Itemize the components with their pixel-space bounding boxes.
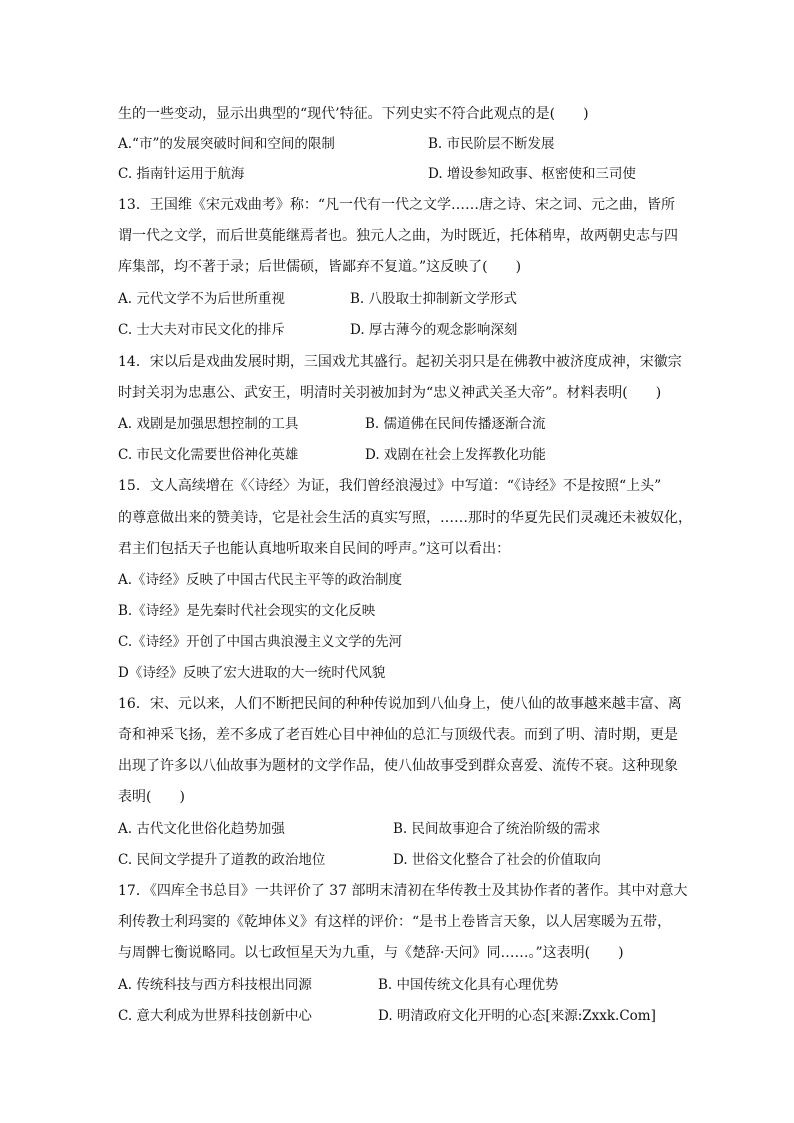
q15-option-d: D《诗经》反映了宏大进取的大一统时代风貌 <box>118 665 386 681</box>
q16-option-c: C. 民间文学提升了道教的政治地位 <box>118 852 326 868</box>
q17-option-c: C. 意大利成为世界科技创新中心 <box>118 1008 312 1024</box>
q15-stem-line-1: 15．文人高续增在《〈诗经〉为证，我们曾经浪漫过》中写道：“《诗经》不是按照“上头” <box>118 478 662 494</box>
q12-option-b: B. 市民阶层不断发展 <box>428 136 555 152</box>
q15-option-a: A.《诗经》反映了中国古代民主平等的政治制度 <box>118 572 403 588</box>
q17-stem-line-3: 与周髀七衡说略同。以七政恒星天为九重，与《楚辞·天问》同……。”这表明( ) <box>118 945 624 961</box>
q15-stem-line-2: 的尊意做出来的赞美诗，它是社会生活的真实写照，……那时的华夏先民们灵魂还未被奴化， <box>118 510 692 526</box>
q14-option-a: A. 戏剧是加强思想控制的工具 <box>118 416 299 432</box>
q16-stem-line-4: 表明( ) <box>118 789 185 805</box>
q14-option-c: C. 市民文化需要世俗神化英雄 <box>118 447 299 463</box>
q12-option-a: A.“市”的发展突破时间和空间的限制 <box>118 136 335 152</box>
q16-stem-line-3: 出现了许多以八仙故事为题材的文学作品，使八仙故事受到群众喜爱、流传不衰。这种现象 <box>118 758 678 774</box>
q15-stem-line-3: 君主们包括天子也能认真地听取来自民间的呼声。”这可以看出： <box>118 541 511 557</box>
q17-stem-line-1: 17．《四库全书总目》一共评价了 37 部明末清初在华传教士及其协作者的著作。其中对意大 <box>118 883 688 899</box>
q17-option-a: A. 传统科技与西方科技根出同源 <box>118 977 312 993</box>
q13-option-d: D. 厚古薄今的观念影响深刻 <box>350 322 518 338</box>
q13-option-b: B. 八股取士抑制新文学形式 <box>350 291 518 307</box>
q16-option-b: B. 民间故事迎合了统治阶级的需求 <box>393 821 601 837</box>
q14-stem-line-2: 时封关羽为忠惠公、武安王，明清时关羽被加封为“忠义神武关圣大帝”。材料表明( ) <box>118 385 662 401</box>
q16-stem-line-1: 16．宋、元以来，人们不断把民间的种种传说加到八仙身上，使八仙的故事越来越丰富、离 <box>118 696 682 712</box>
q17-option-d: D. 明清政府文化开明的心态[来源:Zxxk.Com] <box>378 1008 656 1024</box>
q14-option-b: B. 儒道佛在民间传播逐渐合流 <box>365 416 546 432</box>
q13-option-c: C. 士大夫对市民文化的排斥 <box>118 322 285 338</box>
q15-option-b: B.《诗经》是先秦时代社会现实的文化反映 <box>118 603 376 619</box>
q13-stem-line-2: 谓一代之文学，而后世莫能继焉者也。独元人之曲，为时既近，托体稍卑，故两朝史志与四 <box>118 228 678 244</box>
q16-option-a: A. 古代文化世俗化趋势加强 <box>118 821 285 837</box>
q13-stem-line-3: 库集部，均不著于录；后世儒硕，皆鄙弃不复道。”这反映了( ) <box>118 259 522 275</box>
q12-stem-tail: 生的一些变动，显示出典型的“现代’特征。下列史实不符合此观点的是( ) <box>118 106 589 122</box>
q14-option-d: D. 戏剧在社会上发挥教化功能 <box>365 447 546 463</box>
q12-option-d: D. 增设参知政事、枢密使和三司使 <box>428 166 636 182</box>
q16-option-d: D. 世俗文化整合了社会的价值取向 <box>393 852 601 868</box>
q12-option-c: C. 指南针运用于航海 <box>118 166 245 182</box>
q17-stem-line-2: 利传教士利玛窦的《乾坤体义》有这样的评价：“是书上卷皆言天象，以人居寒暖为五带， <box>118 914 672 930</box>
q13-option-a: A. 元代文学不为后世所重视 <box>118 291 285 307</box>
q13-stem-line-1: 13．王国维《宋元戏曲考》称：“凡一代有一代之文学……唐之诗、宋之词、元之曲，皆所 <box>118 197 675 213</box>
q17-option-b: B. 中国传统文化具有心理优势 <box>378 977 559 993</box>
q14-stem-line-1: 14．宋以后是戏曲发展时期，三国戏尤其盛行。起初关羽只是在佛教中被济度成神，宋徽宗 <box>118 354 682 370</box>
q16-stem-line-2: 奇和神采飞扬，差不多成了老百姓心目中神仙的总汇与顶级代表。而到了明、清时期，更是 <box>118 727 678 743</box>
q15-option-c: C.《诗经》开创了中国古典浪漫主义文学的先河 <box>118 634 403 650</box>
